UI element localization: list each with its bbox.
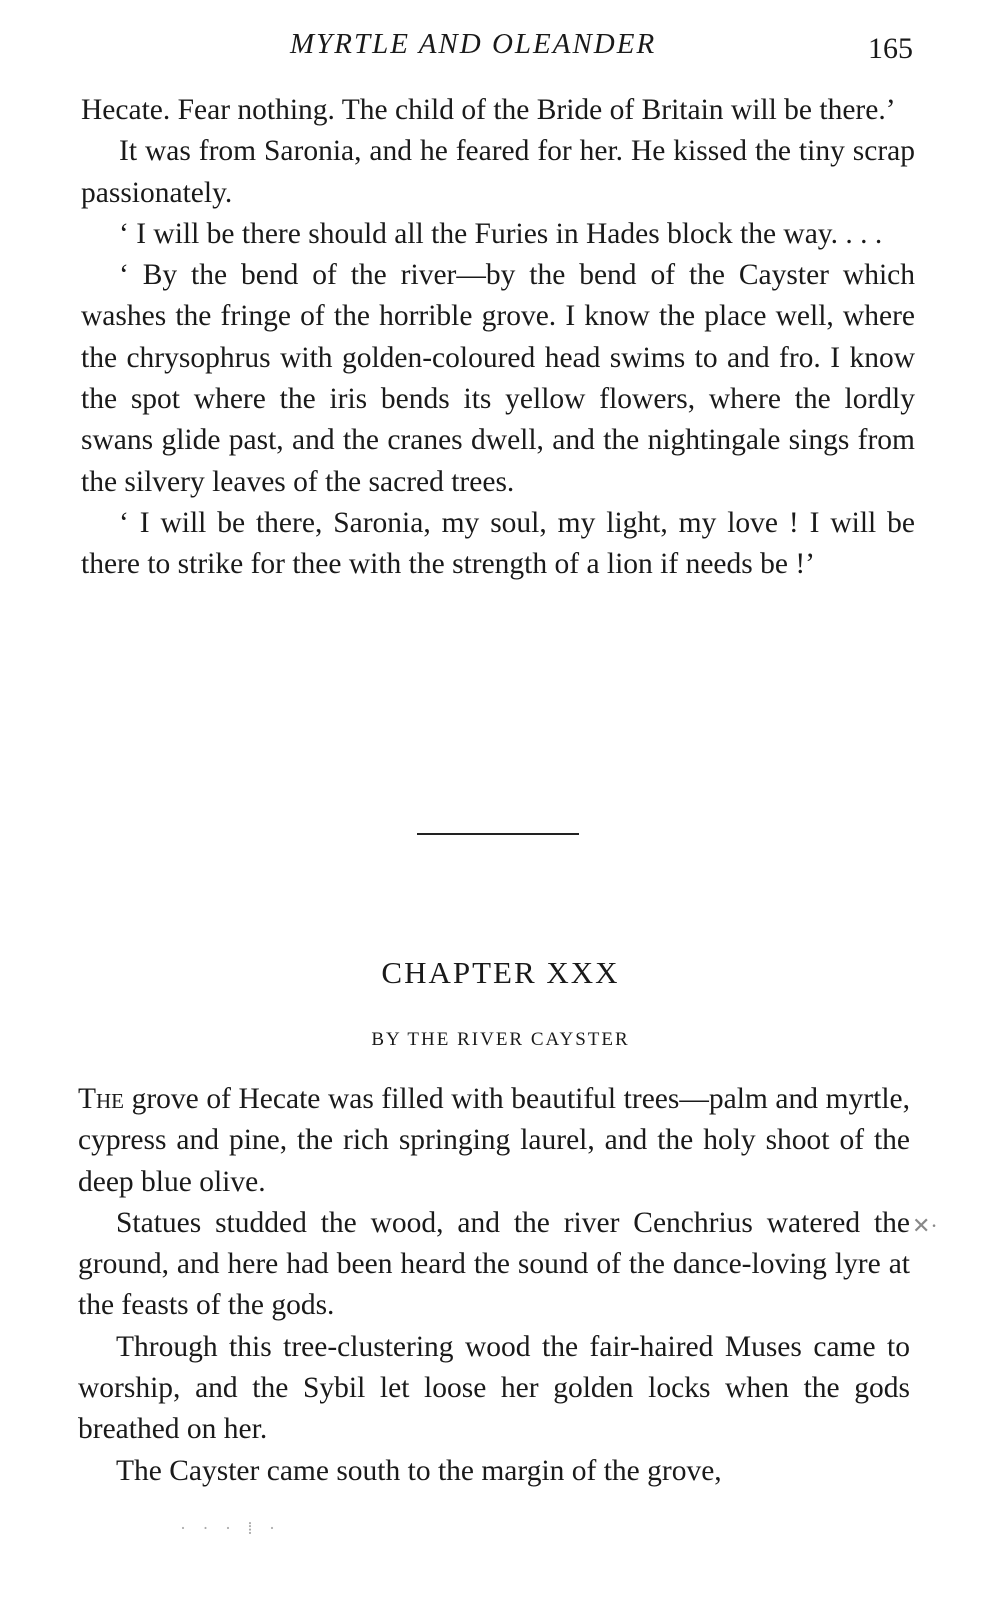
paragraph: ‘ I will be there, Saronia, my soul, my light, my love ! I will be there to strike for thee with the strength of a lion if needs be !’ <box>81 506 915 581</box>
section-divider <box>417 833 579 835</box>
paragraph: Statues studded the wood, and the river Cenchrius watered the ground, and here had been heard the sound of the dance-loving lyre at the feasts of the gods. <box>78 1206 910 1322</box>
pencil-mark: ✕· <box>912 1213 938 1238</box>
running-head <box>0 28 1001 68</box>
opening-paragraph <box>78 1079 910 1203</box>
chapter-text <box>78 1079 910 1492</box>
paragraph: ‘ I will be there should all the Furies in Hades block the way. . . . <box>119 217 883 250</box>
bleed-through-smudge: · · · ⁞ · <box>180 1518 281 1538</box>
opening-text: grove of Hecate was filled with beautiful trees—palm and myrtle, cypress and pine, the rich springing laurel, and the holy shoot of the deep blue olive. <box>78 1083 910 1198</box>
paragraph: Through this tree-clustering wood the fair-haired Muses came to worship, and the Sybil let loose her golden locks when the gods breathed on her. <box>78 1330 910 1446</box>
page-number: 165 <box>868 32 913 65</box>
continued-text <box>81 90 915 586</box>
paragraph: The Cayster came south to the margin of the grove, <box>116 1454 722 1487</box>
paragraph: ‘ By the bend of the river—by the bend of the Cayster which washes the fringe of the horrible grove. I know the place well, where the chrysophrus with golden-coloured head swims to and fro. I know the spot where the iris bends its yellow flowers, where the lordly swans glide past, and the cranes dwell, and the nightingale sings from the silvery leaves of the sacred trees. <box>81 259 915 498</box>
running-title: MYRTLE AND OLEANDER <box>290 28 657 60</box>
opening-word: The <box>78 1083 125 1115</box>
paragraph: It was from Saronia, and he feared for her. He kissed the tiny scrap passionately. <box>81 135 915 209</box>
chapter-title: CHAPTER XXX <box>381 955 620 990</box>
paragraph: Hecate. Fear nothing. The child of the Bride of Britain will be there.’ <box>81 94 896 126</box>
chapter-subtitle: BY THE RIVER CAYSTER <box>371 1029 630 1050</box>
